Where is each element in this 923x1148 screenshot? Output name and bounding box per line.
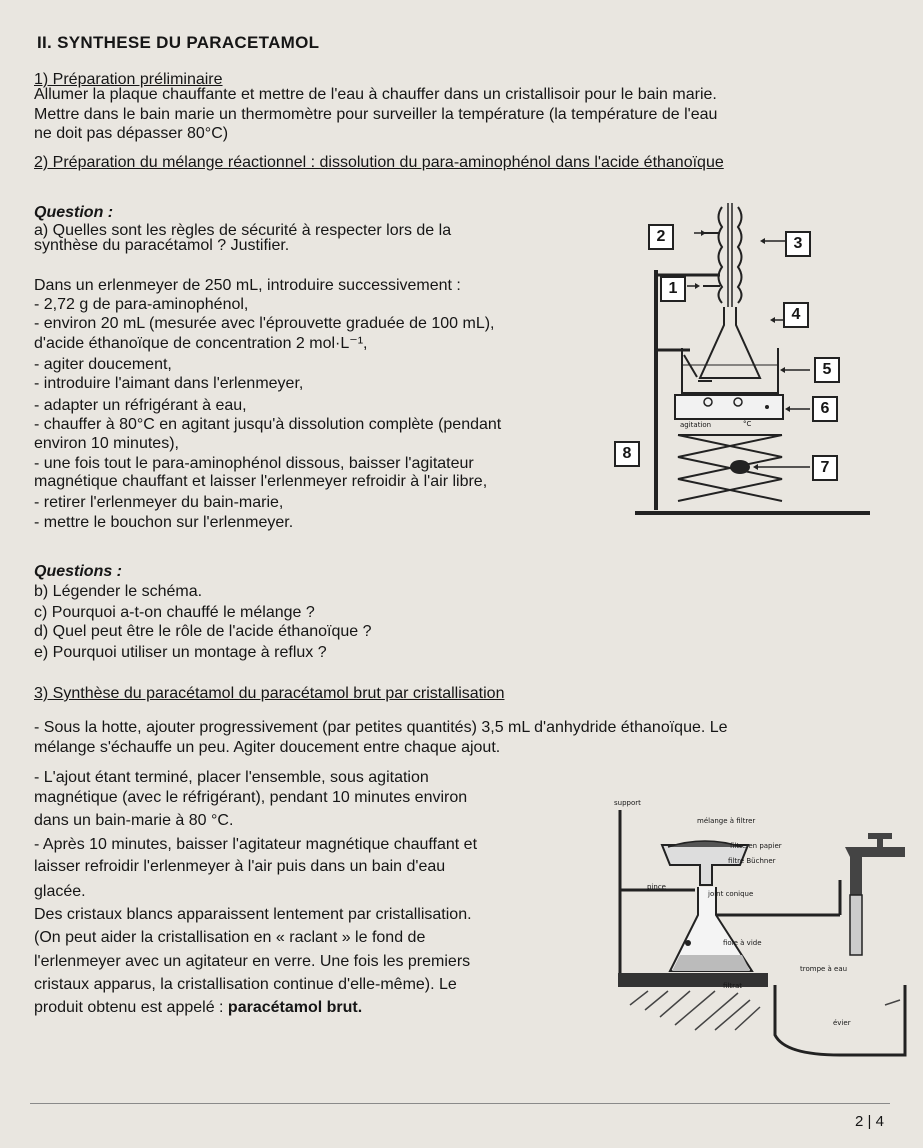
sink-hatching xyxy=(630,991,760,1030)
last-line-bold: paracétamol brut. xyxy=(227,999,363,1016)
label-melange: mélange à filtrer xyxy=(697,817,756,825)
procedure-line: - introduire l'aimant dans l'erlenmeyer, xyxy=(34,375,304,392)
page-number: 2 | 4 xyxy=(855,1113,884,1130)
questions-label: Questions : xyxy=(34,563,123,580)
filtrate xyxy=(672,955,750,971)
diagram-number-7: 7 xyxy=(812,455,838,481)
label-filtrat: filtrat xyxy=(723,982,743,990)
section3-line: magnétique (avec le réfrigérant), pendant 10 minutes environ xyxy=(34,789,468,806)
section1-line: Mettre dans le bain marie un thermomètre pour surveiller la température (la température de l'eau xyxy=(34,106,718,123)
procedure-line: - environ 20 mL (mesurée avec l'éprouvette graduée de 100 mL), xyxy=(34,315,495,332)
label-filtre-buchner: filtre Büchner xyxy=(728,857,776,865)
section1-heading: 1) Préparation préliminaire xyxy=(34,71,223,88)
section3-line: - Après 10 minutes, baisser l'agitateur magnétique chauffant et xyxy=(34,836,478,853)
question-item: b) Légender le schéma. xyxy=(34,583,203,600)
procedure-line: - retirer l'erlenmeyer du bain-marie, xyxy=(34,494,284,511)
label-fiole: fiole à vide xyxy=(723,939,762,947)
diagram-number-2: 2 xyxy=(648,224,674,250)
condenser-right xyxy=(738,207,742,303)
label-pince: pince xyxy=(647,883,666,891)
diagram-number-8: 8 xyxy=(614,441,640,467)
erlenmeyer xyxy=(700,307,760,378)
procedure-line: d'acide éthanoïque de concentration 2 mol·L⁻¹, xyxy=(34,335,368,352)
question-item: d) Quel peut être le rôle de l'acide éthanoïque ? xyxy=(34,623,372,640)
diagram-number-1: 1 xyxy=(660,276,686,302)
section3-heading: 3) Synthèse du paracétamol du paracétamol brut par cristallisation xyxy=(34,685,505,702)
buchner-funnel xyxy=(662,845,748,885)
procedure-line: - une fois tout le para-aminophénol dissous, baisser l'agitateur xyxy=(34,455,474,472)
last-line-prefix: produit obtenu est appelé : xyxy=(34,999,228,1016)
reflux-diagram xyxy=(600,195,900,535)
section3-line: dans un bain-marie à 80 °C. xyxy=(34,812,234,829)
condenser-left xyxy=(719,207,723,303)
jack-knob xyxy=(730,460,750,474)
procedure-line: - chauffer à 80°C en agitant jusqu'à dissolution complète (pendant xyxy=(34,416,502,433)
section3-line: cristaux apparus, la cristallisation continue d'elle-même). Le xyxy=(34,976,457,993)
question-item: c) Pourquoi a-t-on chauffé le mélange ? xyxy=(34,604,315,621)
footer-divider xyxy=(30,1103,890,1104)
procedure-line: magnétique chauffant et laisser l'erlenmeyer refroidir à l'air libre, xyxy=(34,473,488,490)
section3-line: mélange s'échauffe un peu. Agiter doucement entre chaque ajout. xyxy=(34,739,501,756)
label-joint: joint conique xyxy=(708,890,754,898)
agitation-label: agitation xyxy=(680,421,712,429)
reflux-apparatus-drawing xyxy=(600,195,900,535)
filtration-diagram xyxy=(600,795,910,1095)
diagram-number-5: 5 xyxy=(814,357,840,383)
section1-line: ne doit pas dépasser 80°C) xyxy=(34,125,229,142)
question-item: e) Pourquoi utiliser un montage à reflux ? xyxy=(34,644,327,661)
label-trompe: trompe à eau xyxy=(800,965,848,973)
label-evier: évier xyxy=(833,1019,851,1027)
water-bath xyxy=(682,348,778,393)
section1-line: Allumer la plaque chauffante et mettre de l'eau à chauffer dans un cristallisoir pour le bain marie. xyxy=(34,86,717,103)
question-label: Question : xyxy=(34,204,114,221)
section2-heading: 2) Préparation du mélange réactionnel : dissolution du para-aminophénol dans l'acide éthanoïque xyxy=(34,154,724,171)
question-a-line: synthèse du paracétamol ? Justifier. xyxy=(34,237,290,254)
label-filtre-papier: filtre en papier xyxy=(730,842,782,850)
section3-line: (On peut aider la cristallisation en « raclant » le fond de xyxy=(34,929,426,946)
diagram-number-4: 4 xyxy=(783,302,809,328)
section3-line: - Sous la hotte, ajouter progressivement (par petites quantités) 3,5 mL d'anhydride éthanoïque. Le xyxy=(34,719,728,736)
section3-line: Des cristaux blancs apparaissent lentement par cristallisation. xyxy=(34,906,472,923)
trompe xyxy=(850,895,862,955)
section3-line: - L'ajout étant terminé, placer l'ensemble, sous agitation xyxy=(34,769,429,786)
support-base xyxy=(618,973,768,987)
water-tap xyxy=(845,847,905,895)
document-title: II. SYNTHESE DU PARACETAMOL xyxy=(37,33,320,52)
procedure-line: - adapter un réfrigérant à eau, xyxy=(34,397,247,414)
question-a-line: a) Quelles sont les règles de sécurité à respecter lors de la xyxy=(34,222,452,239)
diagram-number-3: 3 xyxy=(785,231,811,257)
diagram-number-6: 6 xyxy=(812,396,838,422)
celsius-label: °C xyxy=(743,420,752,428)
label-support: support xyxy=(614,799,641,807)
procedure-line: environ 10 minutes), xyxy=(34,435,179,452)
thermometer xyxy=(684,355,697,377)
procedure-line: - mettre le bouchon sur l'erlenmeyer. xyxy=(34,514,294,531)
section3-line: glacée. xyxy=(34,883,86,900)
procedure-line: Dans un erlenmeyer de 250 mL, introduire successivement : xyxy=(34,277,461,294)
procedure-line: - 2,72 g de para-aminophénol, xyxy=(34,296,249,313)
procedure-line: - agiter doucement, xyxy=(34,356,172,373)
section3-line: laisser refroidir l'erlenmeyer à l'air puis dans un bain d'eau xyxy=(34,858,446,875)
section3-last-line xyxy=(34,998,362,1017)
section3-line: l'erlenmeyer avec un agitateur en verre. Une fois les premiers xyxy=(34,953,471,970)
